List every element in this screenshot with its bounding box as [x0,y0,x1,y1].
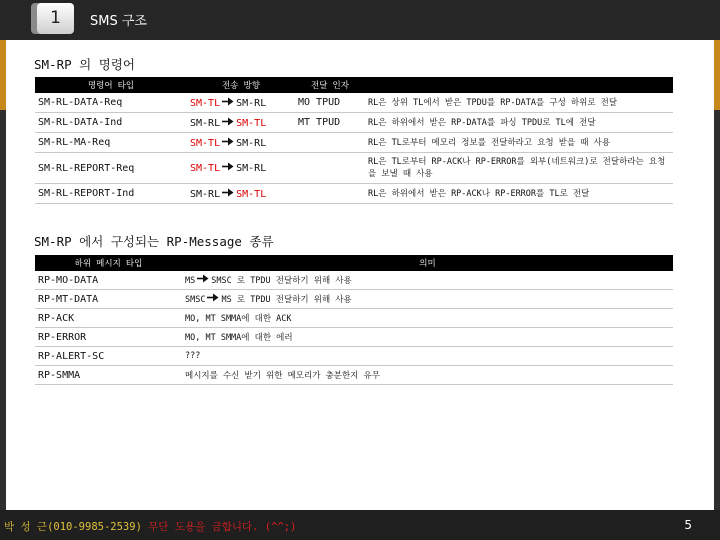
column-header: 전달 인자 [295,77,365,93]
meaning-to: SMSC [211,276,232,286]
command-type-cell: SM-RL-DATA-Req [35,93,187,113]
right-arrow-icon [222,117,234,126]
meaning-text: 로 TPDU 전달하기 위해 사용 [236,295,352,305]
table-row [35,153,673,184]
argument-cell: MO TPUD [295,93,365,113]
right-arrow-icon [197,274,209,283]
slide-number: 1 [50,8,61,28]
description-cell: RL은 TL로부터 메모리 정보를 전달하라고 요청 받을 때 사용 [365,133,673,153]
table-row [35,347,673,366]
footer-credit [4,519,296,534]
column-header: 전송 방향 [187,77,295,93]
meaning-cell [182,347,673,366]
slide-title: SMS 구조 [90,14,147,29]
description-cell: RL은 TL로부터 RP-ACK나 RP-ERROR를 외부(네트워크)로 전달하라는 요청을 보낼 때 사용 [365,153,673,184]
meaning-text: MO, MT SMMA에 대한 에러 [185,333,293,343]
table-row [35,113,673,133]
meaning-from: MS [185,276,196,286]
description-cell: RL은 하위에서 받은 RP-DATA를 파싱 TPDU로 TL에 전달 [365,113,673,133]
table-row [35,133,673,153]
section-title-commands: SM-RP 의 명령어 [34,57,135,72]
direction-from: SM-TL [190,97,221,109]
meaning-text: MO, MT SMMA에 대한 ACK [185,314,292,324]
section-title-rp-messages: SM-RP 에서 구성되는 RP-Message 종류 [34,234,274,249]
meaning-cell [182,271,673,290]
direction-cell [187,113,295,133]
right-arrow-icon [222,97,234,106]
message-type-cell: RP-ERROR [35,328,182,347]
command-table [35,77,673,204]
description-cell: RL은 상위 TL에서 받은 TPDU를 RP-DATA를 구성 하위로 전달 [365,93,673,113]
meaning-cell [182,290,673,309]
direction-cell [187,153,295,184]
footer-author: 박 성 근(010-9985-2539) [4,521,142,533]
table-row [35,93,673,113]
command-type-cell: SM-RL-DATA-Ind [35,113,187,133]
command-type-cell: SM-RL-REPORT-Req [35,153,187,184]
direction-to: SM-RL [236,97,267,109]
argument-cell [295,153,365,184]
table-row [35,290,673,309]
footer-notice: 무단 도용을 금합니다. (^^;) [148,521,297,533]
description-cell: RL은 하위에서 받은 RP-ACK나 RP-ERROR를 TL로 전달 [365,184,673,204]
direction-to: SM-TL [236,117,267,129]
message-type-cell: RP-ALERT-SC [35,347,182,366]
direction-cell [187,93,295,113]
argument-cell [295,184,365,204]
table-row [35,328,673,347]
rp-message-table [35,255,673,385]
right-arrow-icon [222,162,234,171]
message-type-cell: RP-MO-DATA [35,271,182,290]
direction-cell [187,184,295,204]
right-arrow-icon [207,293,219,302]
command-type-cell: SM-RL-REPORT-Ind [35,184,187,204]
column-header: 하위 메시지 타입 [35,255,182,271]
right-arrow-icon [222,137,234,146]
column-header: 명령어 타입 [35,77,187,93]
message-type-cell: RP-ACK [35,309,182,328]
meaning-text: ??? [185,351,201,361]
direction-to: SM-RL [236,137,267,149]
direction-cell [187,133,295,153]
column-header: 의미 [182,255,673,271]
direction-from: SM-RL [190,117,221,129]
message-table-header [35,255,673,271]
direction-to: SM-TL [236,188,267,200]
message-type-cell: RP-MT-DATA [35,290,182,309]
argument-cell: MT TPUD [295,113,365,133]
meaning-cell [182,309,673,328]
table-row [35,309,673,328]
direction-from: SM-TL [190,163,221,174]
meaning-from: SMSC [185,295,206,305]
table-row [35,366,673,385]
column-header [365,77,673,93]
command-type-cell: SM-RL-MA-Req [35,133,187,153]
meaning-cell [182,328,673,347]
direction-to: SM-RL [236,163,267,174]
meaning-text: 메시지를 수신 받기 위한 메모리가 충분한지 유무 [185,371,380,381]
page-number: 5 [684,518,692,532]
direction-from: SM-RL [190,188,221,200]
command-table-header [35,77,673,93]
table-row [35,184,673,204]
direction-from: SM-TL [190,137,221,149]
right-accent-bar [714,40,720,110]
right-arrow-icon [222,188,234,197]
meaning-to: MS [221,295,232,305]
argument-cell [295,133,365,153]
meaning-cell [182,366,673,385]
table-row [35,271,673,290]
meaning-text: 로 TPDU 전달하기 위해 사용 [236,276,352,286]
slide-number-badge [37,3,74,34]
message-type-cell: RP-SMMA [35,366,182,385]
